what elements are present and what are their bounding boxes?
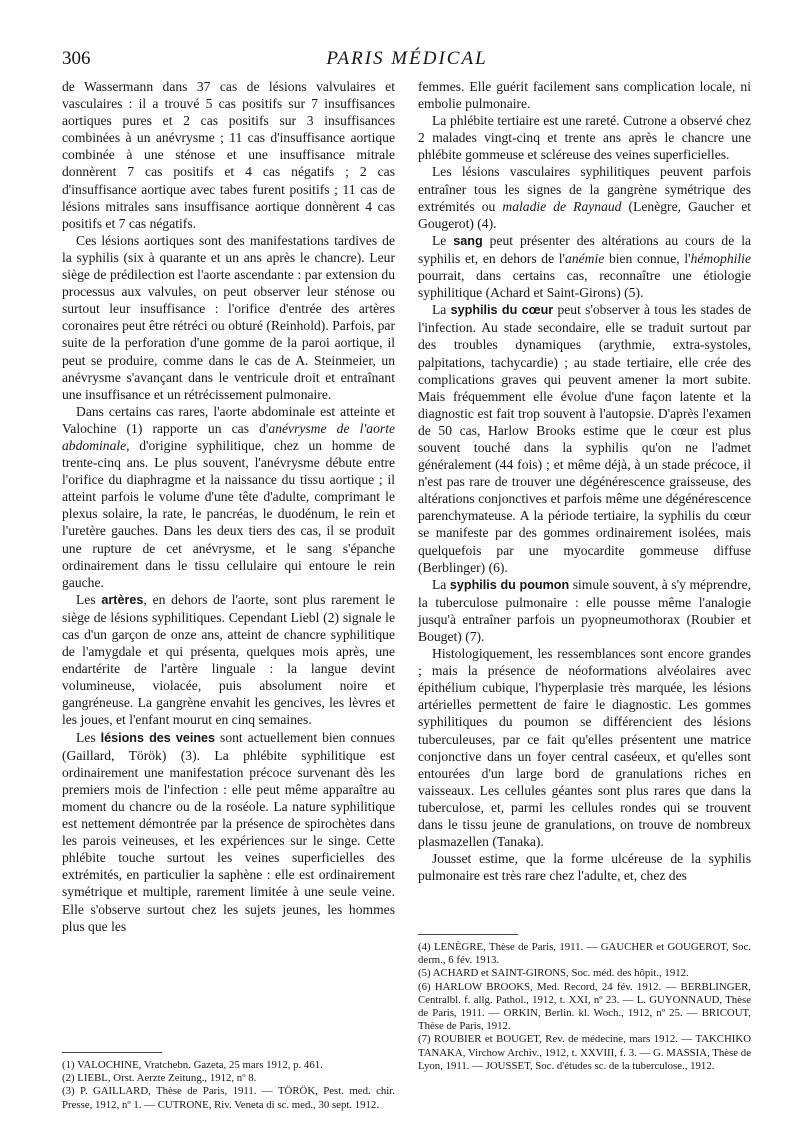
paragraph: Ces lésions aortiques sont des manifestations tardives de la syphilis (six à quarante et un ans après le chancre). Leur siège de prédilection est l'aorte ascendante : par extension du processus aux valvules, on peut observer leur sténose ou surtout leur insuffisance : l'orifice d'entrée des artères coronaires peut être rétréci ou obturé (Reinhold). Parfois, par suite de la perforation d'une gomme de la paroi aortique, il peut se produire, comme dans le cas de A. Steinmeier, un anévrysme s'avançant dans le ventricule droit et entraînant une insuffisance et un rétrécissement pulmonaire. <box>62 232 395 402</box>
text-run: pourrait, dans certains cas, reconnaître une étiologie syphilitique (Achard et Saint-Girons) (5). <box>418 268 751 301</box>
journal-title: PARIS MÉDICAL <box>326 48 488 69</box>
text-run: Les <box>76 729 101 745</box>
footnote: (6) HARLOW BROOKS, Med. Record, 24 fév. 1912. — BERBLINGER, Centralbl. f. allg. Pathol., 1912, t. XXI, nº 23. — L. GUYONNAUD, Thèse de Paris, 1911. — ORKIN, Berlin. kl. Woch., 1912, nº 25. — BRICOUT, Thèse de Paris, 1912. <box>418 980 751 1033</box>
footnote-divider <box>62 1052 162 1053</box>
footnote: (1) VALOCHINE, Vratchebn. Gazeta, 25 mars 1912, p. 461. <box>62 1059 323 1071</box>
text-run: d'origine syphilitique, chez un homme de trente-cinq ans. Le plus souvent, l'anévrysme débute entre l'orifice du diaphragme et la naissance du tissu aortique ; il atteint parfois le volume d'une tête d'adulte, comprimant le plexus solaire, la rate, le pancréas, le duodénum, le rein et l'uretère gauches. Dans les deux tiers des cas, il se produit une rupture de cet anévrysme, et le sang s'épanche ordinairement dans le tissu cellulaire qui entoure le rein gauche. <box>62 437 395 590</box>
paragraph: Histologiquement, les ressemblances sont encore grandes ; mais la présence de néoformations alvéolaires avec épithélium cubique, l'hyperplasie très marquée, les lésions artérielles permettent de faire le diagnostic. Les gommes syphilitiques du poumon se différencient des lésions tuberculeuses, par ce fait qu'elles présentent une matrice conjonctive dans un foyer central caséeux, et qu'elles sont entourées d'un large bord de granulations riches en vaisseaux. Les cellules géantes sont plus rares que dans la tuberculose, et, parmi les cellules rondes qui se trouvent dans le tissu jeune de granulations, on trouve de nombreux plasmazellen (Tanaka). <box>418 646 751 850</box>
italic-term: anémie <box>565 250 605 266</box>
paragraph <box>62 729 395 935</box>
text-run: bien connue, l' <box>604 250 691 266</box>
right-column <box>418 78 751 884</box>
text-run: Le <box>432 232 454 248</box>
footnote: (5) ACHARD et SAINT-GIRONS, Soc. méd. des hôpit., 1912. <box>418 967 689 980</box>
text-run: , en dehors de l'aorte, sont plus rarement le siège de lésions syphilitiques. Cependant Liebl (2) signale le cas d'un garçon de onze ans, atteint de chancre syphilitique de l'amygdale et qui présenta, quelques mois après, une endartérite de l'artère linguale : la langue devint volumineuse, violacée, puis absolument noire et gangréneuse. La gangrène envahit les gencives, les lèvres et les joues, et l'enfant mourut en cinq semaines. <box>62 591 395 728</box>
paragraph: La phlébite tertiaire est une rareté. Cutrone a observé chez 2 malades vingt-cinq et trente ans après le chancre une phlébite gommeuse et scléreuse des veines superficielles. <box>418 113 751 163</box>
paragraph <box>418 232 751 301</box>
paragraph: Jousset estime, que la forme ulcéreuse de la syphilis pulmonaire est très rare chez l'adulte, et, chez des <box>418 851 751 884</box>
page-header <box>62 48 752 72</box>
paragraph: femmes. Elle guérit facilement sans complication locale, ni embolie pulmonaire. <box>418 79 751 112</box>
section-keyword: sang <box>453 233 483 248</box>
section-keyword: syphilis du cœur <box>450 303 554 318</box>
text-run: sont actuellement bien connues (Gaillard, Török) (3). La phlébite syphilitique est ordinairement une manifestation précoce survenant dès les premiers mois de l'infection : elle peut même apparaître au moment du chancre ou de la roséole. La nature syphilitique est nettement démontrée par la présence de spirochètes dans les parois veineuses, et les expériences sur le singe. Cette phlébite touche surtout les veines superficielles des extrémités, en particulier la saphène : elle est ordinairement symétrique et multiple, rarement limitée à une seule veine. Elle s'observe surtout chez les sujets jeunes, les hommes plus que les <box>62 729 395 934</box>
text-run: Dans certains cas rares, l'aorte abdominale est atteinte et Valochine (1) rapporte un cas d' <box>62 403 395 436</box>
text-run: Les <box>76 591 102 607</box>
italic-term: hémophilie <box>690 250 751 266</box>
paragraph <box>418 163 751 231</box>
footnote: (2) LIEBL, Orst. Aerzte Zeitung., 1912, nº 8. <box>62 1072 257 1085</box>
footnote-divider <box>418 934 518 935</box>
paragraph: de Wassermann dans 37 cas de lésions valvulaires et vasculaires : il a trouvé 5 cas positifs sur 7 insuffisances aortiques pures et 2 cas positifs sur 3 insuffisances combinées à un anévrysme ; 11 cas d'insuffisance aortique combinée à une sténose et une insuffisance mitrale donnèrent 7 cas positifs et 4 cas négatifs ; 2 cas d'insuffisance aortique avec tabes furent positifs ; 11 cas de lésions mitrales sans insuffisance aortique donnèrent 4 cas positifs et 7 cas négatifs. <box>62 79 395 231</box>
footnote: (3) P. GAILLARD, Thèse de Paris, 1911. — TÖRÖK, Pest. med. chir. Presse, 1912, nº 1. — CUTRONE, Riv. Veneta di sc. med., 30 sept. 1912. <box>62 1085 395 1111</box>
paragraph <box>418 576 751 645</box>
footnote: (7) ROUBIER et BOUGET, Rev. de médecine, mars 1912. — TAKCHIKO TANAKA, Virchow Archiv., 1912, t. XXVIII, f. 3. — G. MASSIA, Thèse de Lyon, 1911. — JOUSSET, Soc. d'études sc. de la tuberculose., 1912. <box>418 1033 751 1072</box>
text-run: Les lésions vasculaires syphilitiques peuvent parfois entraîner tous les signes de la gangrène symétrique des extrémités ou <box>418 164 751 214</box>
italic-term: anévrysme de l'aorte abdominale, <box>62 420 395 453</box>
section-keyword: artères <box>101 592 144 607</box>
text-run: (Lenègre, Gaucher et Gougerot) (4). <box>418 198 752 231</box>
left-column <box>62 78 395 935</box>
text-run: La <box>432 302 451 318</box>
text-run: peut s'observer à tous les stades de l'infection. Au stade secondaire, elle se traduit surtout par des troubles dynamiques (arythmie, extra-systoles, palpitations, tachycardie) ; au stade tertiaire, elle crée des complications graves qui peuvent amener la mort subite. Mais fréquemment elle évolue d'une façon latente et la diagnostic est fait trop souvent à l'autopsie. D'après l'examen de 50 cas, Harlow Brooks estime que le cœur est plus souvent touché dans la syphilis qu'on ne l'admet généralement (44 fois) ; et même déjà, à un stade précoce, il n'est pas rare de trouver une dégénérescence graisseuse, des altérations conjonctives et parfois même une dégénérescence parenchymateuse. A la période tertiaire, la syphilis du cœur se manifeste par des gommes ordinairement isolées, mais quelquefois par une myocardite gommeuse diffuse (Berblinger) (6). <box>418 302 751 575</box>
page-number: 306 <box>62 48 91 69</box>
footnotes-right <box>418 934 751 1073</box>
italic-term: maladie de Raynaud <box>502 198 622 214</box>
text-run: La <box>432 576 450 592</box>
paragraph <box>62 403 395 591</box>
paragraph <box>62 591 395 729</box>
footnote: (4) LENÈGRE, Thèse de Paris, 1911. — GAUCHER et GOUGEROT, Soc. derm., 6 fév. 1913. <box>418 941 751 967</box>
section-keyword: lésions des veines <box>100 730 216 745</box>
section-keyword: syphilis du poumon <box>449 577 570 592</box>
text-run: simule souvent, à s'y méprendre, la tuberculose pulmonaire : elle pousse même l'analogie jusqu'à entraîner parfois un pyopneumothorax (Roubier et Bouget) (7). <box>418 576 751 644</box>
paragraph <box>418 301 751 576</box>
footnotes-left <box>62 1052 395 1112</box>
text-run: peut présenter des altérations au cours de la syphilis et, en dehors de l' <box>418 232 751 266</box>
